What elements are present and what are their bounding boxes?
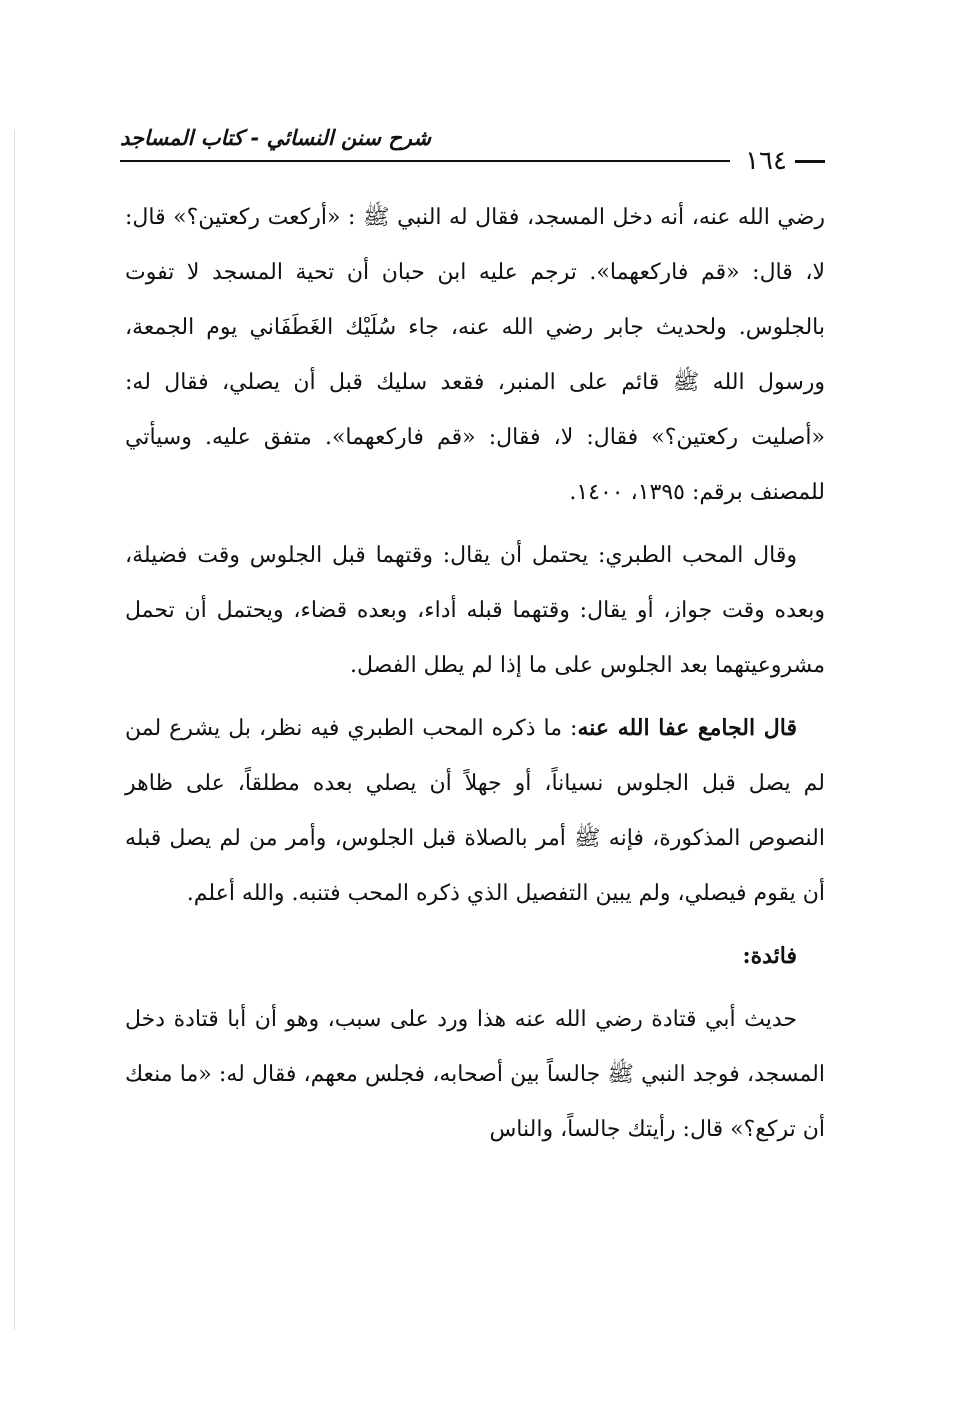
paragraph-tabari: وقال المحب الطبري: يحتمل أن يقال: وقتهما قبل الجلوس وقت فضيلة، وبعده وقت جواز، أو يقال: وقتهما قبله أداء، وبعده قضاء، ويحتمل أن تحمل مشروعيتهما بعد الجلوس على ما إذا لم يطل الفصل.	[125, 543, 825, 678]
paragraph-hadith: رضي الله عنه، أنه دخل المسجد، فقال له النبي ﷺ : «أركعت ركعتين؟» قال: لا، قال: «قم فاركعهما». ترجم عليه ابن حبان أن تحية المسجد لا تفوت بالجلوس. ولحديث جابر رضي الله عنه، جاء سُلَيْك الغَطَفَاني يوم الجمعة، ورسول الله ﷺ قائم على المنبر، فقعد سليك قبل أن يصلي، فقال له: «أصليت ركعتين؟» فقال: لا، فقال: «قم فاركعهما». متفق عليه. وسيأتي للمصنف برقم: ١٣٩٥، ١٤٠٠.	[125, 205, 826, 505]
jami-text: : ما ذكره المحب الطبري فيه نظر، بل يشرع لمن لم يصل قبل الجلوس نسياناً، أو جهلاً أن يصلي بعده مطلقاً، على ظاهر النصوص المذكورة، فإنه ﷺ أمر بالصلاة قبل الجلوس، وأمر من لم يصل قبله أن يقوم فيصلي، ولم يبين التفصيل الذي ذكره المحب فتنبه. والله أعلم.	[125, 716, 825, 906]
paragraph-note: حديث أبي قتادة رضي الله عنه هذا ورد على سبب، وهو أن أبا قتادة دخل المسجد، فوجد النبي ﷺ جالساً بين أصحابه، فجلس معهم، فقال له: «ما منعك أن تركع؟» قال: رأيتك جالساً، والناس	[125, 1007, 825, 1142]
page-number-dash	[795, 160, 825, 163]
jami-lead: قال الجامع عفا الله عنه	[577, 715, 797, 741]
scan-margin-line	[14, 130, 15, 1330]
page-number: ١٦٤	[745, 146, 787, 176]
paragraph-jami	[125, 701, 825, 921]
note-heading: فائدة:	[742, 943, 797, 969]
running-title: شرح سنن النسائي - كتاب المساجد	[120, 126, 431, 150]
header-rule	[120, 160, 730, 162]
page-header	[120, 120, 825, 180]
main-text	[125, 190, 825, 1165]
